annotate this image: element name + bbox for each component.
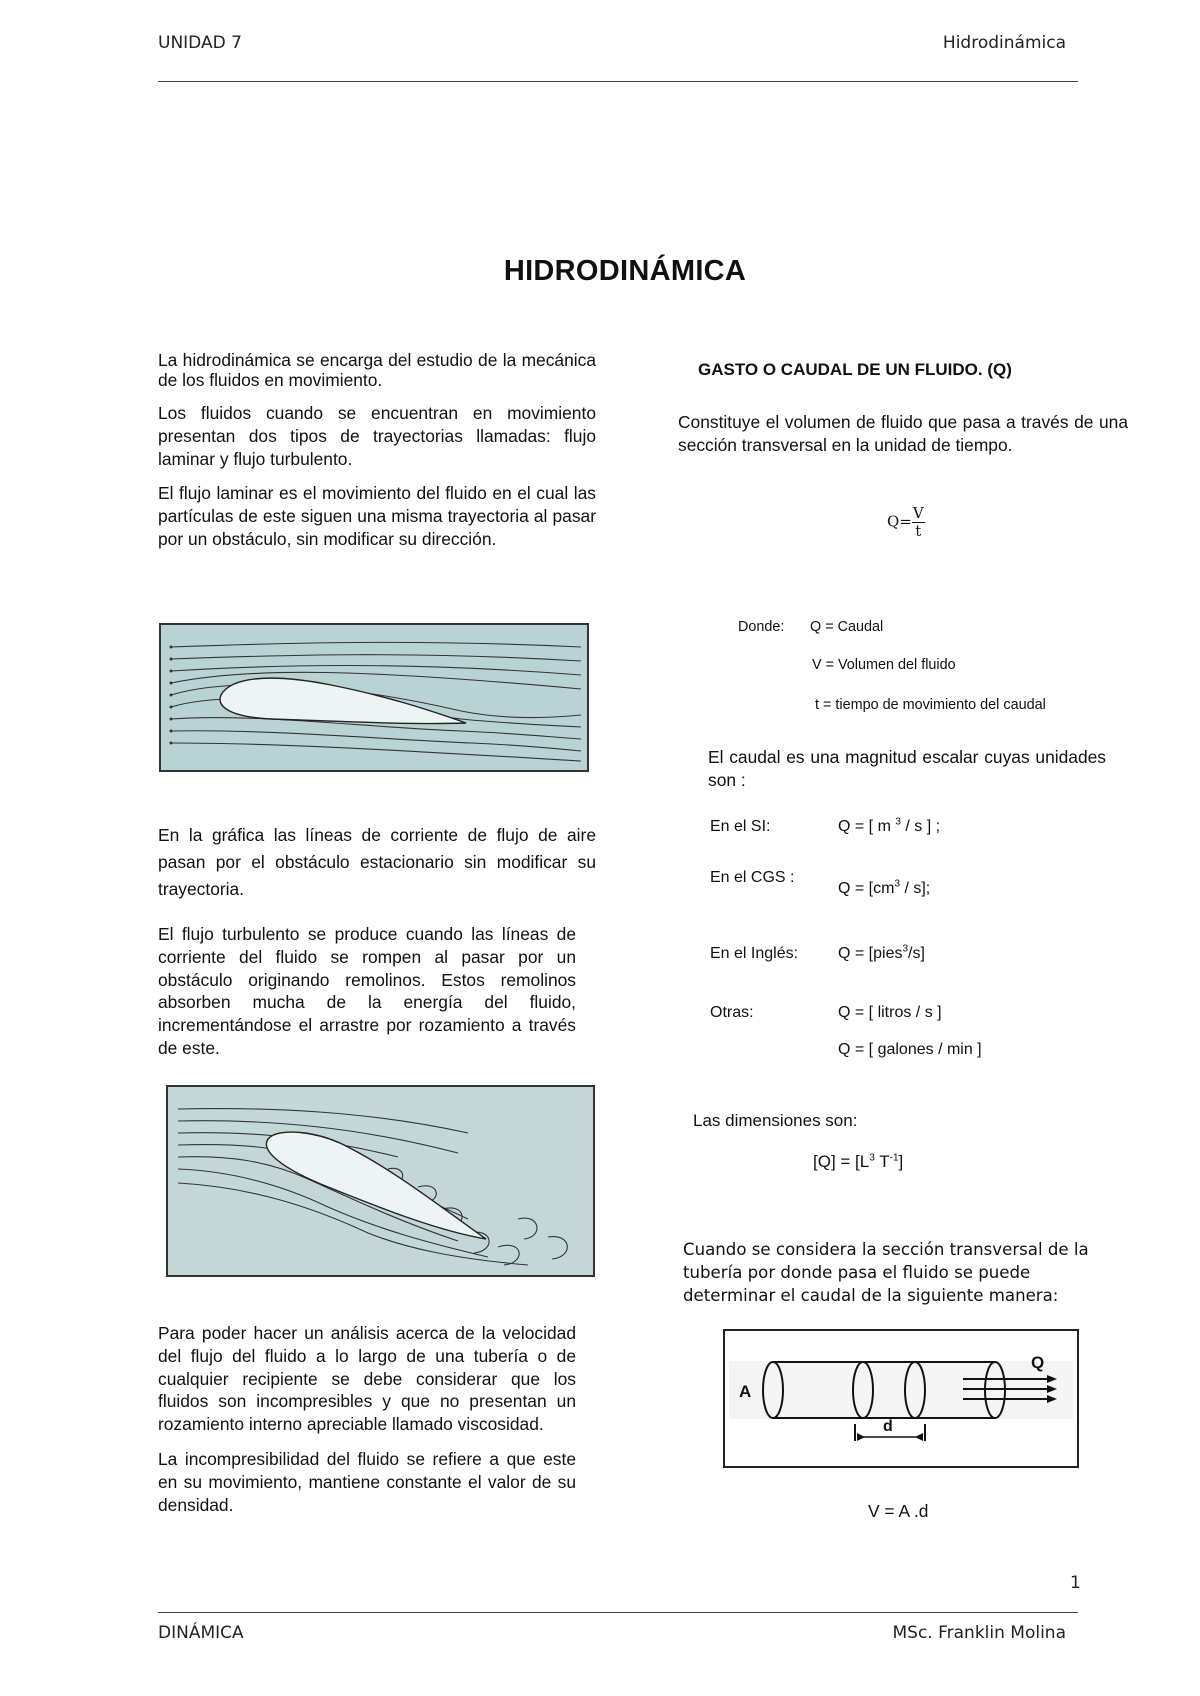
pipe-figure xyxy=(723,1329,1079,1468)
paragraph-turbulent: El flujo turbulento se produce cuando las líneas de corriente del fluido se rompen al pasar por un obstáculo originando remolinos. Estos remolinos absorben mucha de la energía del fluido, incrementándose el arrastre por rozamiento a través de este. xyxy=(158,924,576,1058)
page-title: HIDRODINÁMICA xyxy=(503,255,747,287)
paragraph-graph-caption: En la gráfica las líneas de corriente de flujo de aire pasan por el obstáculo estacionario sin modificar su trayectoria. xyxy=(158,825,596,899)
unit-other-value-2: Q = [ galones / min ] xyxy=(838,1041,982,1058)
caudal-heading: GASTO O CAUDAL DE UN FLUIDO. (Q) xyxy=(698,360,1012,379)
footer-author: MSc. Franklin Molina xyxy=(892,1623,1066,1643)
donde-t: t = tiempo de movimiento del caudal xyxy=(815,697,1046,713)
left-column-top xyxy=(158,350,596,551)
formula-lhs: Q= xyxy=(887,512,912,531)
paragraph-analysis: Para poder hacer un análisis acerca de la velocidad del flujo del fluido a lo largo de una tubería o de cualquier recipiente se debe considerar que los fluidos son incompresibles y que no presentan un rozamiento interno apreciable llamado viscosidad. xyxy=(158,1323,576,1435)
donde-q: Q = Caudal xyxy=(810,619,884,635)
paragraph-incompressibility: La incompresibilidad del fluido se refiere a que este en su movimiento, mantiene constante el valor de su densidad. xyxy=(158,1448,576,1515)
unit-cgs-value: $Q = [cm^3 / s]$; xyxy=(838,878,931,897)
formula-denominator: t xyxy=(915,522,922,540)
unit-other-value: Q = [ litros / s ] xyxy=(838,1004,942,1021)
footer-left: DINÁMICA xyxy=(158,1623,244,1643)
formula-numerator: V xyxy=(912,504,924,522)
dimensions-label: Las dimensiones son: xyxy=(693,1111,858,1130)
formula-fraction xyxy=(912,505,925,540)
left-column-turbulent xyxy=(158,923,576,1060)
left-column-bottom xyxy=(158,1322,576,1516)
volume-formula: V = A .d xyxy=(868,1501,929,1521)
turbulent-flow-diagram xyxy=(168,1087,593,1275)
paragraph-intro: La hidrodinámica se encarga del estudio de la mecánica de los fluidos en movimiento. xyxy=(158,350,596,390)
unit-si-value: Q = [ m $^3$ / s ] ; xyxy=(838,816,941,835)
unit-english-value: Q = [pies$^3$/s] xyxy=(838,943,925,962)
unit-cgs-label: En el CGS : xyxy=(710,869,795,886)
unit-english-label: En el Inglés: xyxy=(710,945,799,962)
unit-si-label: En el SI: xyxy=(710,818,771,835)
pipe-label-a: A xyxy=(739,1382,752,1401)
laminar-flow-diagram xyxy=(161,625,587,770)
turbulent-flow-figure xyxy=(166,1085,595,1277)
pipe-label-q: Q xyxy=(1031,1353,1045,1372)
footer-rule xyxy=(158,1612,1078,1613)
header-rule xyxy=(158,81,1078,82)
paragraph-definition: Constituye el volumen de fluido que pasa a través de una sección transversal en la unidad de tiempo. xyxy=(678,412,1128,455)
left-column-middle xyxy=(158,822,596,903)
unit-other-label: Otras: xyxy=(710,1004,754,1021)
dimensions-formula: $[Q] = [L^3$ $T^{-1}$] xyxy=(813,1152,904,1171)
donde-label: Donde: xyxy=(738,619,785,635)
pipe-label-d: d xyxy=(883,1418,893,1435)
header-topic: Hidrodinámica xyxy=(942,33,1066,53)
paragraph-scalar: El caudal es una magnitud escalar cuyas unidades son : xyxy=(708,747,1106,790)
paragraph-section: Cuando se considera la sección transversal de la tubería por donde pasa el fluido se puede determinar el caudal de la siguiente manera: xyxy=(683,1240,1089,1305)
pipe-diagram xyxy=(725,1331,1077,1466)
header-unit: UNIDAD 7 xyxy=(158,33,242,53)
donde-v: V = Volumen del fluido xyxy=(812,657,956,673)
paragraph-laminar: El flujo laminar es el movimiento del fluido en el cual las partículas de este siguen una misma trayectoria al pasar por un obstáculo, sin modificar su dirección. xyxy=(158,483,596,549)
page-number: 1 xyxy=(1070,1573,1081,1593)
laminar-flow-figure xyxy=(159,623,589,772)
caudal-formula xyxy=(887,505,925,540)
paragraph-types: Los fluidos cuando se encuentran en movimiento presentan dos tipos de trayectorias llamadas: flujo laminar y flujo turbulento. xyxy=(158,403,596,469)
